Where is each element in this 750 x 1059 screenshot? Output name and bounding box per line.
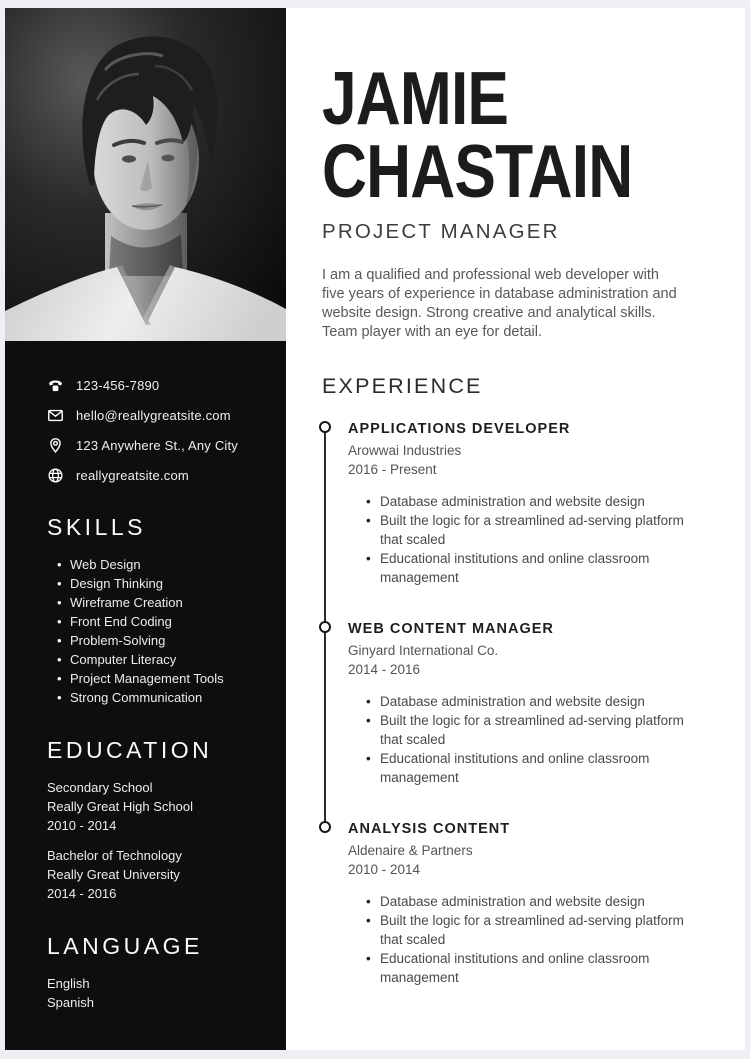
experience-company: Ginyard International Co.: [348, 643, 499, 658]
experience-bullet: • Database administration and website design: [366, 692, 684, 711]
contact-item-website: [47, 467, 266, 484]
timeline-dot-icon: [319, 821, 331, 833]
contact-address-text: 123 Anywhere St., Any City: [76, 438, 239, 453]
experience-entry: [322, 419, 697, 587]
skill-item: • Wireframe Creation: [57, 593, 266, 612]
contact-phone-text: 123-456-7890: [76, 378, 160, 393]
experience-dates: 2016 - Present: [348, 462, 437, 477]
education-school: Really Great High School: [47, 799, 193, 814]
person-name: [322, 56, 697, 213]
timeline-dot-icon: [319, 421, 331, 433]
last-name: CHASTAIN: [322, 129, 633, 213]
experience-dates: 2014 - 2016: [348, 662, 421, 677]
experience-title: ANALYSIS CONTENT: [348, 821, 511, 837]
education-heading: EDUCATION: [47, 737, 213, 763]
experience-title: WEB CONTENT MANAGER: [348, 621, 554, 637]
sidebar-content: [5, 341, 286, 1012]
experience-bullets: [366, 692, 684, 787]
education-entry: [47, 778, 266, 835]
contact-website-text: reallygreatsite.com: [76, 468, 189, 483]
skills-heading: SKILLS: [47, 514, 146, 540]
skill-item: • Front End Coding: [57, 612, 266, 631]
timeline-dot-icon: [319, 621, 331, 633]
job-title: PROJECT MANAGER: [322, 220, 560, 243]
first-name: JAMIE: [322, 56, 509, 140]
language-item: English: [47, 976, 90, 991]
experience-bullet: • Built the logic for a streamlined ad-serving platform that scaled: [366, 711, 684, 749]
skill-item: • Strong Communication: [57, 688, 266, 707]
experience-entry: [322, 819, 697, 987]
experience-company: Arowwai Industries: [348, 443, 462, 458]
main-content: [286, 8, 745, 1050]
skills-list: [47, 555, 266, 707]
contact-list: [47, 377, 266, 484]
experience-title: APPLICATIONS DEVELOPER: [348, 421, 571, 437]
experience-bullet: • Built the logic for a streamlined ad-serving platform that scaled: [366, 911, 684, 949]
education-dates: 2014 - 2016: [47, 886, 117, 901]
experience-bullet: • Educational institutions and online classroom management: [366, 549, 684, 587]
phone-icon: [47, 377, 64, 394]
experience-bullet: • Built the logic for a streamlined ad-serving platform that scaled: [366, 511, 684, 549]
contact-email-text: hello@reallygreatsite.com: [76, 408, 231, 423]
globe-icon: [47, 467, 64, 484]
experience-entry: [322, 619, 697, 787]
education-school: Really Great University: [47, 867, 180, 882]
education-degree: Bachelor of Technology: [47, 848, 182, 863]
contact-item-address: [47, 437, 266, 454]
profile-summary: I am a qualified and professional web developer with five years of experience in database administration and website design. Strong creative and analytical skills. Team player with an eye for detail.: [322, 267, 677, 340]
skill-item: • Project Management Tools: [57, 669, 266, 688]
skill-item: • Problem-Solving: [57, 631, 266, 650]
experience-timeline: [322, 419, 697, 987]
language-list: [47, 974, 266, 1012]
language-heading: LANGUAGE: [47, 933, 203, 959]
profile-photo: [5, 8, 286, 341]
experience-dates: 2010 - 2014: [348, 862, 421, 877]
sidebar: [5, 8, 286, 1050]
location-icon: [47, 437, 64, 454]
skill-item: • Web Design: [57, 555, 266, 574]
language-item: Spanish: [47, 995, 94, 1010]
skill-item: • Design Thinking: [57, 574, 266, 593]
education-entry: [47, 846, 266, 903]
experience-company: Aldenaire & Partners: [348, 843, 473, 858]
experience-bullet: • Educational institutions and online classroom management: [366, 749, 684, 787]
contact-item-email: [47, 407, 266, 424]
skill-item: • Computer Literacy: [57, 650, 266, 669]
contact-item-phone: [47, 377, 266, 394]
experience-bullet: • Database administration and website design: [366, 492, 684, 511]
experience-bullets: [366, 492, 684, 587]
education-dates: 2010 - 2014: [47, 818, 117, 833]
experience-heading: EXPERIENCE: [322, 374, 483, 398]
email-icon: [47, 407, 64, 424]
education-degree: Secondary School: [47, 780, 153, 795]
resume-page: [5, 8, 745, 1050]
experience-bullets: [366, 892, 684, 987]
experience-bullet: • Educational institutions and online classroom management: [366, 949, 684, 987]
experience-bullet: • Database administration and website design: [366, 892, 684, 911]
